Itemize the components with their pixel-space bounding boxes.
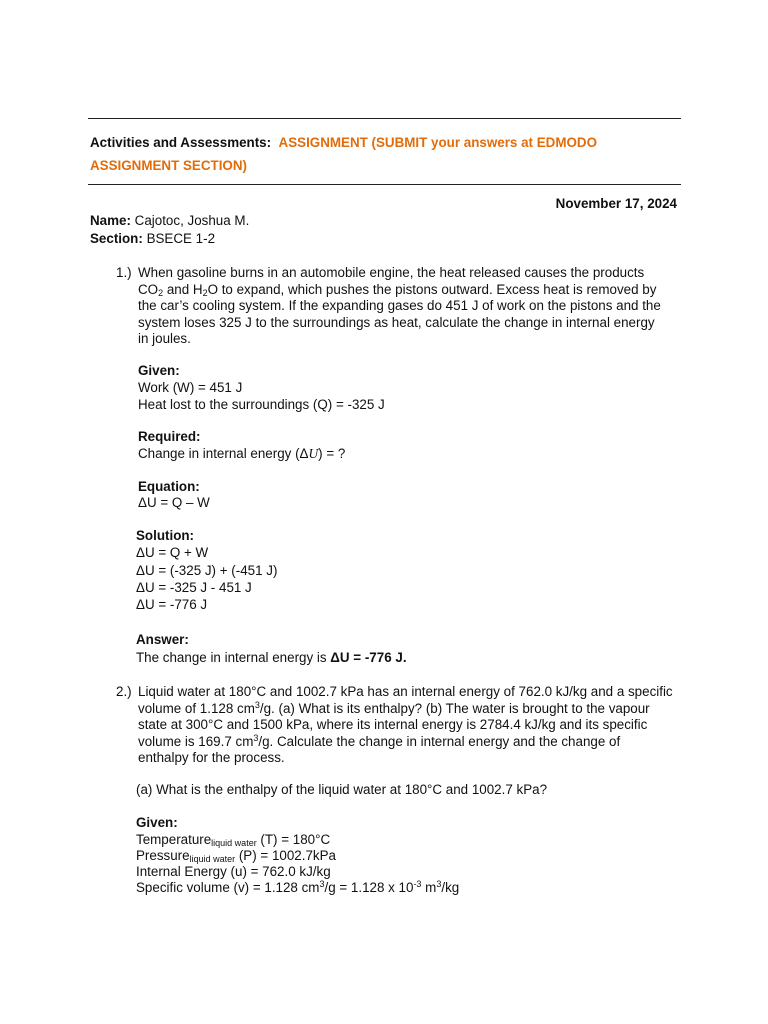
student-section (90, 231, 215, 248)
q1-given-heat: Heat lost to the surroundings (Q) = -325 J (138, 397, 385, 412)
q1-solution-label: Solution: (136, 528, 195, 543)
q1-line: in joules. (138, 331, 191, 347)
q2-line: Liquid water at 180°C and 1002.7 kPa has an internal energy of 762.0 kJ/kg and a specific (138, 684, 673, 699)
q1-line: system loses 325 J to the surroundings as heat, calculate the change in internal energy (138, 314, 655, 330)
assignment-instruction-cont: ASSIGNMENT SECTION) (90, 158, 247, 173)
date: November 17, 2024 (555, 196, 677, 211)
question-1-problem (138, 265, 677, 348)
student-name (90, 213, 249, 230)
q2-part-a: (a) What is the enthalpy of the liquid water at 180°C and 1002.7 kPa? (136, 782, 548, 797)
name-value: Cajotoc, Joshua M. (134, 213, 250, 228)
q1-solution-step: ΔU = -776 J (136, 597, 208, 612)
q1-line: the car’s cooling system. If the expanding gases do 451 J of work on the pistons and the (138, 298, 661, 314)
q1-required-label: Required: (138, 429, 201, 444)
top-rule (88, 118, 681, 119)
q1-solution-step: ΔU = -325 J - 451 J (136, 580, 252, 595)
q2-line: volume of 1.128 $cm^3/g$. (a) What is its enthalpy? (b) The water is brought to the vapour (138, 699, 650, 716)
q2-given-energy: Internal Energy (u) = 762.0 kJ/kg (136, 864, 331, 879)
q1-answer-label: Answer: (136, 632, 189, 647)
q1-solution-step: ΔU = (-325 J) + (-451 J) (136, 563, 278, 578)
q1-line: When gasoline burns in an automobile engine, the heat released causes the products (138, 265, 645, 280)
question-1-number: 1.) (116, 265, 132, 280)
q2-line: enthalpy for the process. (138, 750, 285, 766)
q2-line: state at 300°C and 1500 kPa, where its internal energy is 2784.4 kJ/kg and its specific (138, 717, 648, 733)
question-2-number: 2.) (116, 684, 132, 699)
name-label: Name: (90, 213, 131, 228)
bottom-rule (88, 184, 681, 185)
q2-given-temperature: Temperature$_{liquid water}$ (T) = 180°C (136, 832, 331, 848)
q2-given-pressure: Pressure$_{liquid water}$ (P) = 1002.7kPa (136, 848, 336, 864)
q1-equation: ΔU = Q – W (138, 495, 210, 510)
q2-given-volume: Specific volume (v) = 1.128 $cm^3/g = 1.128$ x $10^{-3}$ $m^3/kg$ (136, 879, 460, 895)
q2-given-label: Given: (136, 815, 178, 830)
q2-line: volume is 169.7 $cm^3/g$. Calculate the change in internal energy and the change of (138, 732, 621, 749)
q1-solution-step: ΔU = Q + W (136, 545, 209, 560)
section-value: BSECE 1-2 (146, 231, 216, 246)
activities-heading (90, 135, 597, 152)
question-2-problem (138, 684, 677, 767)
activities-label: Activities and Assessments: (90, 135, 272, 150)
q1-given-work: Work (W) = 451 J (138, 380, 243, 395)
q1-given-label: Given: (138, 363, 180, 378)
q1-equation-label: Equation: (138, 479, 200, 494)
section-label: Section: (90, 231, 143, 246)
q1-line: $CO_2$ and $H_2O$ to expand, which pushes the pistons outward. Excess heat is removed by (138, 281, 657, 298)
q1-required: Change in internal energy (ΔU) = ? (138, 446, 346, 461)
assignment-instruction: ASSIGNMENT (SUBMIT your answers at EDMODO (278, 135, 597, 150)
q1-answer: The change in internal energy is ΔU = -776 J. (136, 650, 407, 665)
